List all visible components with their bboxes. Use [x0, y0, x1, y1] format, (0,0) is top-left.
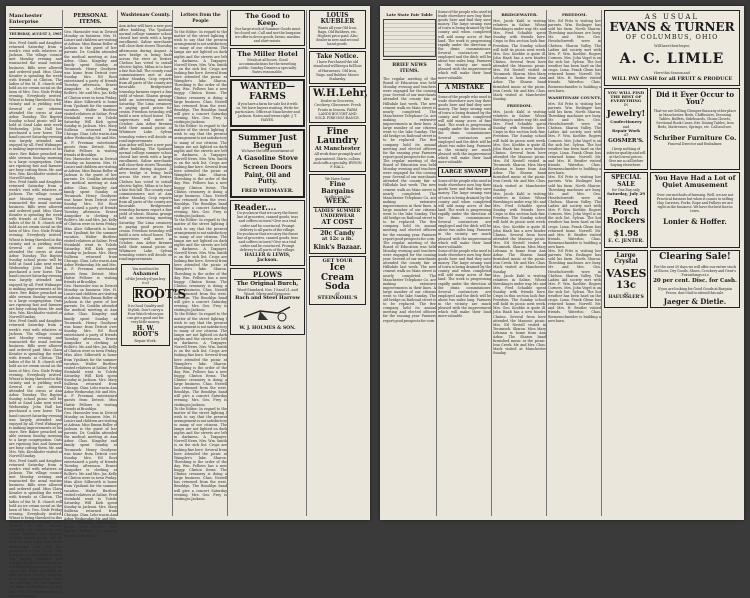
ad-roots-jewelry	[121, 264, 187, 345]
ad-body: It is Good Quality and Stylish. Don't carry a Poor Watch when you can get a good one for very little money.	[127, 303, 164, 324]
ad-title: Did it Ever Occur to You?	[655, 89, 735, 107]
article-text: Geo. Haeussler was in Detroit Monday on business. Mrs. H. Lonier and children are visiting at Adrian. Miss Emma Roller of Jackson is the guest of her parents. Dr. Conklin attended the medical meeting at Ann Arbor. Chas. Kingsley and family spent Sunday at Tecumseh. Henry Goodyear was home from Detroit over Sunday. Mrs. Ed Root entertained a party of friends Tuesday afternoon. Ernest Amspoker is clerking at Roller's. Mr. and Mrs. Jas. Kelly of Clinton were in town Friday. Miss Alice Silkworth is home from Ypsilanti for the summer vacation. Walter Burtless visited relatives at Saline. Fred Steinkohl went to Toledo Saturday. Will Kirk spent Sunday in Jackson. Mrs. Mary Sullivan returned from Chicago. Chas. Lehr was in Ann Arbor Wednesday. Mr. and Mrs. A. F. Freeman entertained guests from Detroit. Miss Hattie Fellows is visiting friends at Brooklyn.	[64, 156, 117, 284]
ad-line: to offer you this	[324, 194, 351, 199]
section-heading: PERSONAL ITEMS.	[73, 13, 108, 25]
ad-line: We have the best assortment of	[241, 149, 294, 154]
ad-title: WANTED—FARMS	[239, 82, 296, 102]
article-text: To the Editor: In regard to the matter of the street lighting I wish to say that the present arrangement is not satisfactory to many of our citizens. The lamps are not lighted on dark nights and the streets are left in darkness. A Taxpayer. Norvell News. Mrs. Wm. Smith is on the sick list. Crops are looking fine here. Several from here attended the picnic at Wampler's lake. Sharon. Threshing is the order of the day. Wm. Fellows has a new buggy. Clinton Items. The Clinton creamery is doing a large business. Chas. Nestell has returned from the west. Brooklyn. The Brooklyn band will give a concert Saturday evening. Mrs. Geo. Frey is visiting in Jackson.	[174, 124, 227, 219]
ad-body: That we are Selling Cheaper than any other place in Manchester. Beds, Chiffoniers, Dressing Tables, Buffets, Sideboards, China Closets, Sectional Book Cases, Ext. Dining Tables, Iron Beds, Mattresses, Springs, etc. Call and see.	[653, 108, 737, 129]
ad-body: Dealer in Groceries, Crockery, Glassware. Fresh Fruits in Season. FARM LANDS BOUGHT AND SOLD. FIRE INSURANCE.	[314, 99, 361, 120]
ad-title: W.H.Lehr,	[313, 87, 368, 99]
ad-line: Crystal	[614, 258, 638, 266]
right-column-1	[383, 10, 437, 516]
ad-tag: Repair Work.	[134, 338, 157, 343]
plow-icon	[238, 301, 298, 323]
ad-gosmer	[604, 88, 648, 170]
section-heading: FREEDOM.	[506, 102, 533, 108]
ad-line: Jewelry!	[606, 108, 646, 119]
ad-price: 13c	[615, 280, 636, 292]
ad-ice-cream-soda	[309, 256, 366, 305]
ad-title: You Have Had a Lot of Quiet Amusement	[654, 174, 736, 190]
ad-line: Screen Doors	[243, 163, 292, 172]
article-text: Mrs. Ed Fritz is visiting her parents. Wm. Esslinger has sold his farm. North Sharon. Threshing machines are busy. Mr. and Mrs. Geo. Heselschwerdt were in Chelsea. Sharon Valley. The Ladies Aid society met with Mrs. F. Wm. Koebbe. Rogers Corners. Mrs. John Vogel is on the sick list. Sylvan. The hot weather has been hard on the crops. Lima. Frank Glenn has returned home. Norvell. Mr. and Mrs. H. Beutler visited friends. Waterloo. Chas. Riemenschneider is building a new barn.	[548, 101, 601, 176]
ad-line: Fine Bargains	[321, 179, 354, 195]
left-column-4	[174, 10, 228, 516]
article-text: To the Editor: In regard to the matter of the street lighting I wish to say that the present arrangement is not satisfactory to many of our citizens. The lamps are not lighted on dark nights and the streets are left in darkness. A Taxpayer. Norvell News. Mrs. Wm. Smith is on the sick list. Crops are looking fine here. Several from here attended the picnic at Wampler's lake. Sharon. Threshing is the order of the day. Wm. Fellows has a new buggy. Clinton Items. The Clinton creamery is doing a large business. Chas. Nestell has returned from the west. Brooklyn. The Brooklyn band will give a concert Saturday evening. Mrs. Geo. Frey is visiting in Jackson.	[174, 218, 227, 313]
ad-title: Reader....	[234, 201, 277, 212]
ad-reader	[230, 200, 305, 267]
ad-line: AT	[623, 291, 629, 296]
ad-title: PLOWS	[234, 271, 301, 279]
article-text: The regular meeting of the Board of Education was held Monday evening and teachers were engaged for the coming year. Several of our merchants attended the county fair at Hillsdale last week. The new cement walk on Main street is nearly completed. The Manchester Telephone Co. are making extensive improvements in their lines. A large number of our citizens went to the lake Sunday. The old bridge on Railroad street is to be replaced. The fire company held its annual meeting and elected officers for the ensuing year. Farmers report good prospects for corn.	[383, 77, 436, 159]
ad-line: Ashamed	[132, 270, 159, 277]
ad-line: of the Jewelry if you buy it of	[125, 276, 166, 285]
article-text: Mrs. Fred Smith and daughter returned Saturday from a week's visit with relatives at Jackson. The village council met Monday evening and transacted the usual routine business. Bills were allowed and ordered paid. Miss Clara Kensler is spending the week with friends at Clinton. The ladies of the M. E. church will hold an ice cream social on the lawn of Mrs. Geo. Nisle Friday evening. Everybody invited. Wheat is being threshed in this vicinity and is yielding well. Several of our citizens attended the circus at Ann Arbor Tuesday. The Baptist Sunday school picnic will be held at Sand Lake next week Wednesday. John Hall has purchased a new horse. The band concert Saturday evening was largely attended and enjoyed by all. Fred Widmayer is making improvements at his store. Rev. Baker preached an able sermon Sunday morning to a large congregation. Oats are ripening fast and farmers are busy cutting them. Mr. and Mrs. Wm. Kirchhofer visited at Norvell Sunday.	[9, 180, 62, 320]
right-column-2	[438, 10, 492, 516]
ad-brand: ROOT'S	[134, 286, 187, 301]
article-text: To the Editor: In regard to the matter of the street lighting I wish to say that the present arrangement is not satisfactory to many of our citizens. The lamps are not lighted on dark nights and the streets are left in darkness. A Taxpayer. Norvell News. Mrs. Wm. Smith is on the sick list. Crops are looking fine here. Several from here attended the picnic at Wampler's lake. Sharon. Threshing is the order of the day. Wm. Fellows has a new buggy. Clinton Items. The Clinton creamery is doing a large business. Chas. Nestell has returned from the west. Brooklyn. The Brooklyn band will give a concert Saturday evening. Mrs. Geo. Frey is visiting in Jackson.	[174, 406, 227, 501]
ad-body: I have Purchased the old stand and will keep a full line of Harnesses. Old Iron, Rags, and Rubber. Moses Stalarsky.	[313, 60, 362, 81]
section-heading: WASHTENAW COUNTY.	[548, 94, 601, 100]
ad-line: THE BEST OF	[610, 94, 642, 100]
divider	[119, 21, 172, 22]
ad-brand: GOSMER'S.	[608, 138, 644, 145]
ad-owner: Kink's Bazaar.	[313, 243, 362, 251]
ad-line: LADIES' SUMMER	[314, 208, 361, 214]
ad-line: for One Day only	[612, 187, 640, 192]
ad-louis-kuebler	[309, 10, 366, 49]
right-ad-area	[603, 10, 741, 516]
ad-title: Fine Laundry	[316, 126, 359, 147]
section-heading: BRIEF NEWS ITEMS.	[392, 63, 427, 74]
ad-body: Meals at all hours. Good accommodations for the traveling public. Sunday Dinners a specialty. Rates reasonable.	[238, 57, 297, 75]
ad-line: AT	[623, 132, 629, 137]
article-text: Mrs. Fred Smith and daughter returned Saturday from a week's visit with relatives at Jackson. The village council met Monday evening and transacted the usual routine business. Bills were allowed and ordered paid. Miss Clara Kensler is spending the week with friends at Clinton. The ladies of the M. E. church will hold an ice cream social on the lawn of Mrs. Geo. Nisle Friday evening. Everybody invited. Wheat is being threshed in this vicinity and is yielding well. Several of our citizens attended the circus at Ann Arbor Tuesday. The Baptist Sunday school picnic will be held at Sand Lake next week Wednesday. John Hall has purchased a new horse. The band concert Saturday evening was largely attended and enjoyed by all. Fred Widmayer is making improvements at his store. Rev. Baker preached an able sermon Sunday morning to a large congregation. Oats are ripening fast and farmers are busy cutting them. Mr. and Mrs. Wm. Kirchhofer visited at Norvell Sunday.	[9, 319, 62, 459]
article-text: Mrs. Fred Smith and daughter returned Saturday from a week's visit with relatives at Jackson. The village council met Monday evening and transacted the usual routine business. Bills were allowed and ordered paid. Miss Clara Kensler is spending the week with friends at Clinton. The ladies of the M. E. church will hold an ice cream social on the lawn of Mrs. Geo. Nisle Friday evening. Everybody invited. Wheat is being threshed in this vicinity and is yielding well. Several of our citizens attended the circus at Ann Arbor Tuesday. The Baptist Sunday school picnic will be held at Sand Lake next week Wednesday. John Hall has purchased a new horse. The band concert Saturday evening was largely attended and enjoyed by all. Fred Widmayer is making improvements at his store. Rev. Baker preached an able sermon Sunday morning to a large congregation. Oats are ripening fast and farmers are busy cutting them. Mr. and Mrs. Wm. Kirchhofer visited at Norvell Sunday.	[9, 458, 62, 598]
article-text: Mrs. Ed Fritz is visiting her parents. Wm. Esslinger has sold his farm. North Sharon. Threshing machines are busy. Mr. and Mrs. Geo. Heselschwerdt were in Chelsea. Sharon Valley. The Ladies Aid society met with Mrs. F. Wm. Koebbe. Rogers Corners. Mrs. John Vogel is on the sick list. Sylvan. The hot weather has been hard on the crops. Lima. Frank Glenn has returned home. Norvell. Mr. and Mrs. H. Beutler visited friends. Waterloo. Chas. Riemenschneider is building a new barn.	[548, 175, 601, 249]
ad-miller-hotel	[230, 48, 305, 77]
ad-line: EVERYTHING	[610, 98, 642, 104]
ad-title: Clearing Sale!	[659, 252, 731, 263]
ad-line: OF COLUMBUS, OHIO	[625, 32, 719, 41]
article-text: Some of the people who used to trade elsewhere now buy their goods here and find they save money. The large swamp east of town is being drained by the county and when completed will add many acres of fine land. The work is progressing rapidly under the direction of the drain commissioner. Several contractors are employed and the ditch will be about two miles long. Farmers in the vicinity are much pleased with the improvement which will make their land more valuable.	[438, 94, 491, 165]
ad-owner: HALLER & LEWIS, Jackson.	[244, 253, 291, 263]
ad-line: Here this Season and	[654, 70, 690, 75]
left-page	[6, 6, 370, 598]
left-column-6-ads	[308, 10, 367, 516]
ad-subtitle: The Original Burch,	[236, 280, 299, 287]
ad-lonier-hoffer	[650, 172, 740, 248]
ad-owner: Lonier & Hoffer.	[663, 217, 727, 227]
divider	[174, 27, 227, 28]
ad-title: The Miller Hotel	[237, 50, 298, 58]
ad-line: EVANS & TURNER	[609, 20, 735, 35]
ad-plows	[230, 268, 305, 334]
ad-evans-turner	[604, 10, 740, 86]
left-column-2	[64, 10, 118, 538]
article-text: Mrs. Jacob Kuhl is visiting relatives in Saline. Wheat threshing is under way. Mr. and Mrs. Fred Schaible spent Sunday with friends here. Crops in this section look fine. Freedom. The Sunday school will hold its picnic next week. Mrs. Geo. Koebbe is quite ill. John Haab has a new binder. Clinton. Several from here attended the Masonic picnic. Mrs. Ed Nestell visited in Tecumseh. Sharon. Miss Mary Lehman is home from Ann Arbor. The Sharon band furnished music at the picnic. Iron Creek. Mr. and Mrs. Chas. Mack visited at Manchester Sunday.	[493, 273, 546, 356]
divider	[64, 27, 117, 28]
ad-vases	[604, 250, 648, 308]
article-text: The regular meeting of the Board of Education was held Monday evening and teachers were engaged for the coming year. Several of our merchants attended the county fair at Hillsdale last week. The new cement walk on Main street is nearly completed. The Manchester Telephone Co. are making extensive improvements in their lines. A large number of our citizens went to the lake Sunday. The old bridge on Railroad street is to be replaced. The fire company held its annual meeting and elected officers for the ensuing year. Farmers report good prospects for corn.	[383, 240, 436, 323]
ad-line: A Gasoline Stove	[236, 154, 299, 163]
article-text: Geo. Haeussler was in Detroit Monday on business. Mrs. H. Lonier and children are visiting at Adrian. Miss Emma Roller of Jackson is the guest of her parents. Dr. Conklin attended the medical meeting at Ann Arbor. Chas. Kingsley and family spent Sunday at Tecumseh. Henry Goodyear was home from Detroit over Sunday. Mrs. Ed Root entertained a party of friends Tuesday afternoon. Ernest Amspoker is clerking at Roller's. Mr. and Mrs. Jas. Kelly of Clinton were in town Friday. Miss Alice Silkworth is home from Ypsilanti for the summer vacation. Walter Burtless visited relatives at Saline. Fred Steinkohl went to Toledo Saturday. Will Kirk spent Sunday in Jackson. Mrs. Mary Sullivan returned from Chicago. Chas. Lehr was in Ann Arbor Wednesday. Mr. and Mrs. A. F. Freeman entertained guests from Detroit. Miss Hattie Fellows is visiting friends at Brooklyn.	[64, 410, 117, 538]
ad-owner: H. W. ROOT'S	[132, 325, 159, 339]
ad-body: All work done promptly and guaranteed. Shirts, collars and cuffs a specialty. BYRON F. HALL.	[313, 152, 362, 169]
ad-line: Cream	[321, 272, 354, 283]
section-heading: LARGE SWAMP	[438, 167, 491, 177]
ad-clearing-sale	[650, 250, 740, 308]
section-heading: Late State Fair Table	[386, 12, 433, 17]
section-heading: FREEDOM.	[561, 12, 588, 17]
section-heading: BRIDGEWATER.	[501, 12, 538, 17]
article-text: Mrs. Ed Fritz is visiting her parents. Wm. Esslinger has sold his farm. North Sharon. Threshing machines are busy. Mr. and Mrs. Geo. Heselschwerdt were in Chelsea. Sharon Valley. The Ladies Aid society met with Mrs. F. Wm. Koebbe. Rogers Corners. Mrs. John Vogel is on the sick list. Sylvan. The hot weather has been hard on the crops. Lima. Frank Glenn has returned home. Norvell. Mr. and Mrs. H. Beutler visited friends. Waterloo. Chas. Riemenschneider is building a new barn.	[548, 249, 601, 323]
ad-body: For the next 30 days we will offer our entire stock of Shoes, Dry Goods, Shoes, Crockery and Gent's Furnishings at a	[653, 264, 737, 277]
divider	[9, 38, 62, 39]
ad-line: Repair Work	[612, 127, 640, 133]
ad-line: YOU WILL FIND	[607, 89, 645, 95]
right-column-4	[548, 10, 602, 516]
ad-jenter-special-sale	[604, 172, 648, 248]
ad-owner: FRED WIDMAYER.	[241, 187, 294, 194]
ad-line: UNDERWEAR	[320, 213, 355, 219]
ad-line: Rockers	[606, 215, 646, 226]
left-column-3	[119, 10, 187, 516]
left-column-5-ads	[229, 10, 307, 516]
ad-body: Our large stock of Summer Goods must be closed out. Call and see the bargains we offer in dress goods, lawns, muslins and shirt waists.	[234, 26, 301, 43]
article-text: Mrs. Jacob Kuhl is visiting relatives in Saline. Wheat threshing is under way. Mr. and Mrs. Fred Schaible spent Sunday with friends here. Crops in this section look fine. Freedom. The Sunday school will hold its picnic next week. Mrs. Geo. Koebbe is quite ill. John Haab has a new binder. Clinton. Several from here attended the Masonic picnic. Mrs. Ed Nestell visited in Tecumseh. Sharon. Miss Mary Lehman is home from Ann Arbor. The Sharon band furnished music at the picnic. Iron Creek. Mr. and Mrs. Chas. Mack visited at Manchester Sunday.	[493, 191, 546, 274]
article-text: Some of the people who used to trade elsewhere now buy their goods here and find they save money. The large swamp east of town is being drained by the county and when completed will add many acres of fine land. The work is progressing rapidly under the direction of the drain commissioner. Several contractors are employed and the ditch will be about two miles long. Farmers in the vicinity are much pleased with the improvement which will make their land more valuable.	[438, 248, 491, 319]
ad-line: We Have Some	[324, 176, 351, 181]
ad-title: Take Notice.	[316, 53, 359, 61]
ad-line: AS USUAL	[644, 13, 700, 21]
ad-summer-begun	[230, 129, 305, 198]
ad-line: Paint, Oil and Putty.	[244, 172, 291, 186]
article-text: Some of the people who used to trade elsewhere now buy their goods here and find they save money. The large swamp east of town is being drained by the county and when completed will add many acres of fine land. The work is progressing rapidly under the direction of the drain commissioner. Several contractors are employed and the ditch will be about two miles long. Farmers in the vicinity are much pleased with the improvement which will make their land more valuable.	[438, 179, 491, 249]
divider	[9, 27, 62, 30]
section-heading: A MISTAKE	[438, 83, 491, 93]
ad-line: AT	[335, 292, 340, 297]
ad-title: The Good to Keep.	[245, 12, 290, 27]
dateline: THURSDAY, AUGUST 3, 1905	[9, 32, 62, 36]
article-text: Mrs. Jacob Kuhl is visiting relatives in Saline. Wheat threshing is under way. Mr. and Mrs. Fred Schaible spent Sunday with friends here. Crops in this section look fine. Freedom. The Sunday school will hold its picnic next week. Mrs. Geo. Koebbe is quite ill. John Haab has a new binder. Clinton. Several from here attended the Masonic picnic. Mrs. Ed Nestell visited in Tecumseh. Sharon. Miss Mary Lehman is home from Ann Arbor. The Sharon band furnished music at the picnic. Iron Creek. Mr. and Mrs. Chas. Mack visited at Manchester Sunday.	[493, 109, 546, 192]
ad-body: I keep nothing of inferior quality and sell at the lowest prices. Give me a call before buying elsewhere.	[606, 146, 646, 168]
article-text: Geo. Haeussler was in Detroit Monday on business. Mrs. H. Lonier and children are visiting at Adrian. Miss Emma Roller of Jackson is the guest of her parents. Dr. Conklin attended the medical meeting at Ann Arbor. Chas. Kingsley and family spent Sunday at Tecumseh. Henry Goodyear was home from Detroit over Sunday. Mrs. Ed Root entertained a party of friends Tuesday afternoon. Ernest Amspoker is clerking at Roller's. Mr. and Mrs. Jas. Kelly of Clinton were in town Friday. Miss Alice Silkworth is home from Ypsilanti for the summer vacation. Walter Burtless visited relatives at Saline. Fred Steinkohl went to Toledo Saturday. Will Kirk spent Sunday in Jackson. Mrs. Mary Sullivan returned from Chicago. Chas. Lehr was in Ann Arbor Wednesday. Mr. and Mrs. A. F. Freeman entertained guests from Detroit. Miss Hattie Fellows is visiting friends at Brooklyn.	[64, 30, 117, 157]
ad-line: Saturday, July 29	[606, 190, 646, 196]
ad-buyer-name: A. C. LIMLE	[619, 50, 725, 67]
ad-owner: W. J. HOLMES & SON.	[239, 326, 296, 331]
ad-take-notice	[309, 51, 366, 84]
ad-line: and	[622, 124, 630, 129]
ad-row-1	[604, 88, 740, 170]
fair-table	[383, 19, 436, 57]
ad-line: 20c Candy	[320, 229, 355, 237]
article-text: Mrs. Ed Fritz is visiting her parents. Wm. Esslinger has sold his farm. North Sharon. Threshing machines are busy. Mr. and Mrs. Geo. Heselschwerdt were in Chelsea. Sharon Valley. The Ladies Aid society met with Mrs. F. Wm. Koebbe. Rogers Corners. Mrs. John Vogel is on the sick list. Sylvan. The hot weather has been hard on the crops. Lima. Frank Glenn has returned home. Norvell. Mr. and Mrs. H. Beutler visited friends. Waterloo. Chas. Riemenschneider is building a new barn.	[548, 19, 601, 93]
ad-good-to-keep	[230, 10, 305, 46]
ad-body: Do you know that we carry the finest line of groceries, canned goods, teas and coffees in town? Give us a trial order and be convinced. Prompt delivery to all parts of the village.	[236, 231, 299, 253]
ad-title: Summer Just Begun	[238, 131, 297, 150]
article-text: To the Editor: In regard to the matter of the street lighting I wish to say that the present arrangement is not satisfactory to many of our citizens. The lamps are not lighted on dark nights and the streets are left in darkness. A Taxpayer. Norvell News. Mrs. Wm. Smith is on the sick list. Crops are looking fine here. Several from here attended the picnic at Wampler's lake. Sharon. Threshing is the order of the day. Wm. Fellows has a new buggy. Clinton Items. The Clinton creamery is doing a large business. Chas. Nestell has returned from the west. Brooklyn. The Brooklyn band will give a concert Saturday evening. Mrs. Geo. Frey is visiting in Jackson.	[174, 312, 227, 407]
ad-body: Wood Standard, Nos. 19 and 21, and Wiard, Oliver and Syracuse.	[237, 287, 298, 296]
ad-line: WILL PAY CASH for all FRUIT & PRODUCE	[611, 75, 733, 82]
article-text: Ann Arbor will have a new post office building. The Ypsilanti normal college summer school closed last week with a large enrollment. Saline merchants will close their stores Thursday afternoons during August. A new bridge is being built across the river at Dexter. Chelsea has voted to install electric lights. Milan is to have a fair this fall. The county road commissioners met at Ann Arbor Monday. Crop reports from all parts of the county are favorable. Bridgewater township farmers report a fine yield of wheat. Sharon grange held an interesting meeting Saturday. The Lima creamery is paying good prices for cream. Freedom township will build a new school house. The supervisors will meet in October. Ann Arbor firemen held their annual picnic at Whitmore Lake. Sylvan township voters will decide on road improvements.	[119, 142, 172, 262]
ad-owner: Jaeger & Dietle.	[663, 296, 727, 306]
ad-line: Porch	[612, 207, 640, 218]
ad-body: If you have a farm for sale list it with us. We have buyers waiting. Write for particulars. Offices at Manchester and Jackson. Rates and terms right. J. T. HAYES.	[235, 102, 300, 123]
article-text: The regular meeting of the Board of Education was held Monday evening and teachers were engaged for the coming year. Several of our merchants attended the county fair at Hillsdale last week. The new cement walk on Main street is nearly completed. The Manchester Telephone Co. are making extensive improvements in their lines. A large number of our citizens went to the lake Sunday. The old bridge on Railroad street is to be replaced. The fire company held its annual meeting and elected officers for the ensuing year. Farmers report good prospects for corn.	[383, 158, 436, 241]
ad-line: WEEK.	[325, 197, 350, 205]
section-heading: Washtenaw County.	[120, 13, 171, 18]
ad-tag: Funeral Director and Embalmer.	[667, 141, 723, 146]
ad-line: 20 per cent. Disc. for Cash.	[653, 277, 737, 284]
ad-line: GET YOUR	[322, 257, 353, 264]
ad-lehr	[309, 86, 366, 123]
article-text: To the Editor: In regard to the matter of the street lighting I wish to say that the present arrangement is not satisfactory to many of our citizens. The lamps are not lighted on dark nights and the streets are left in darkness. A Taxpayer. Norvell News. Mrs. Wm. Smith is on the sick list. Crops are looking fine here. Several from here attended the picnic at Wampler's lake. Sharon. Threshing is the order of the day. Wm. Fellows has a new buggy. Clinton Items. The Clinton creamery is doing a large business. Chas. Nestell has returned from the west. Brooklyn. The Brooklyn band will give a concert Saturday evening. Mrs. Geo. Frey is visiting in Jackson.	[174, 30, 227, 125]
ad-line: Soda	[325, 281, 350, 292]
ad-line: Reed	[614, 198, 638, 209]
ad-row-2	[604, 172, 740, 248]
ad-owner: STEINKOHL'S	[317, 295, 358, 302]
ad-line: Will have their buyer,	[654, 43, 690, 48]
ad-line: Confectionery	[610, 119, 642, 125]
ad-line: You need not be	[132, 267, 159, 272]
ad-body: If you are looking for Good Goods at Bargain Prices, don't fail to attend this sale.	[657, 286, 733, 295]
ad-body: Wants all your Old Iron, Rags, Old Rubbers, etc. Highest price paid. Also dealer in new and second hand goods.	[316, 25, 359, 46]
section-heading: Letters from the People	[180, 13, 221, 24]
article-text: Mrs. Jacob Kuhl is visiting relatives in Saline. Wheat threshing is under way. Mr. and Mrs. Fred Schaible spent Sunday with friends here. Crops in this section look fine. Freedom. The Sunday school will hold its picnic next week. Mrs. Geo. Koebbe is quite ill. John Haab has a new binder. Clinton. Several from here attended the Masonic picnic. Mrs. Ed Nestell visited in Tecumseh. Sharon. Miss Mary Lehman is home from Ann Arbor. The Sharon band furnished music at the picnic. Iron Creek. Mr. and Mrs. Chas. Mack visited at Manchester Sunday.	[493, 19, 546, 101]
right-column-3	[493, 10, 547, 516]
ad-line: at 12c a lb.	[321, 236, 354, 243]
article-text: Ann Arbor will have a new post office building. The Ypsilanti normal college summer school closed last week with a large enrollment. Saline merchants will close their stores Thursday afternoons during August. A new bridge is being built across the river at Dexter. Chelsea has voted to install electric lights. Milan is to have a fair this fall. The county road commissioners met at Ann Arbor Monday. Crop reports from all parts of the county are favorable. Bridgewater township farmers report a fine yield of wheat. Sharon grange held an interesting meeting Saturday. The Lima creamery is paying good prices for cream. Freedom township will build a new school house. The supervisors will meet in October. Ann Arbor firemen held their annual picnic at Whitmore Lake. Sylvan township voters will decide on road improvements.	[119, 24, 172, 143]
divider	[383, 59, 436, 60]
ad-owner: E. C. JENTER.	[608, 239, 644, 245]
ad-line: Ice	[329, 263, 346, 274]
ad-title: LOUIS KUEBLER	[320, 12, 355, 26]
right-page	[380, 6, 744, 520]
ad-owner: Schriber Furniture Co.	[653, 134, 737, 143]
divider	[313, 207, 362, 208]
ad-price: $1.98	[613, 227, 639, 238]
masthead: Manchester Enterprise	[9, 13, 43, 25]
ad-line: IN	[623, 103, 629, 108]
divider	[313, 228, 362, 229]
article-text: Geo. Haeussler was in Detroit Monday on business. Mrs. H. Lonier and children are visiting at Adrian. Miss Emma Roller of Jackson is the guest of her parents. Dr. Conklin attended the medical meeting at Ann Arbor. Chas. Kingsley and family spent Sunday at Tecumseh. Henry Goodyear was home from Detroit over Sunday. Mrs. Ed Root entertained a party of friends Tuesday afternoon. Ernest Amspoker is clerking at Roller's. Mr. and Mrs. Jas. Kelly of Clinton were in town Friday. Miss Alice Silkworth is home from Ypsilanti for the summer vacation. Walter Burtless visited relatives at Saline. Fred Steinkohl went to Toledo Saturday. Will Kirk spent Sunday in Jackson. Mrs. Mary Sullivan returned from Chicago. Chas. Lehr was in Ann Arbor Wednesday. Mr. and Mrs. A. F. Freeman entertained guests from Detroit. Miss Hattie Fellows is visiting friends at Brooklyn.	[64, 283, 117, 411]
ad-subtitle: At Manchester	[314, 145, 361, 152]
ad-laundry	[309, 125, 366, 172]
ad-line: AT COST	[321, 218, 354, 227]
ad-body: Do you know that we carry the finest line of groceries, canned goods, teas and coffees in town? Give us a trial order and be convinced. Prompt delivery to all parts of the village.	[236, 211, 299, 232]
ad-line: VASES	[606, 266, 647, 280]
ad-schriber-furniture	[650, 88, 740, 170]
ad-kinks-bazaar	[309, 174, 366, 254]
ad-title: SPECIAL SALE	[611, 174, 641, 188]
ad-brand: Bach and Steel Harrow	[235, 294, 300, 301]
ad-row-3	[604, 250, 740, 308]
left-column-1	[9, 10, 63, 598]
ad-wanted-farms	[230, 79, 305, 126]
article-text: Mrs. Fred Smith and daughter returned Saturday from a week's visit with relatives at Jackson. The village council met Monday evening and transacted the usual routine business. Bills were allowed and ordered paid. Miss Clara Kensler is spending the week with friends at Clinton. The ladies of the M. E. church will hold an ice cream social on the lawn of Mrs. Geo. Nisle Friday evening. Everybody invited. Wheat is being threshed in this vicinity and is yielding well. Several of our citizens attended the circus at Ann Arbor Tuesday. The Baptist Sunday school picnic will be held at Sand Lake next week Wednesday. John Hall has purchased a new horse. The band concert Saturday evening was largely attended and enjoyed by all. Fred Widmayer is making improvements at his store. Rev. Baker preached an able sermon Sunday morning to a large congregation. Oats are ripening fast and farmers are busy cutting them. Mr. and Mrs. Wm. Kirchhofer visited at Norvell Sunday.	[9, 41, 62, 181]
ad-owner: HAEUSSLER'S	[608, 294, 644, 300]
ad-body: Over our methods of farming. Well, we are not Practical farmers but when it comes to selling Hay Carriers, Forks, Rope and Pulleys we are right in the business. We have the best line in town.	[656, 192, 734, 214]
ad-line: Large	[616, 252, 636, 260]
article-text: Some of the people who used to trade elsewhere now buy their goods here and find they save money. The large swamp east of town is being drained by the county and when completed will add many acres of fine land. The work is progressing rapidly under the direction of the drain commissioner. Several contractors are employed and the ditch will be about two miles long. Farmers in the vicinity are much pleased with the improvement which will make their land more valuable.	[438, 10, 491, 80]
